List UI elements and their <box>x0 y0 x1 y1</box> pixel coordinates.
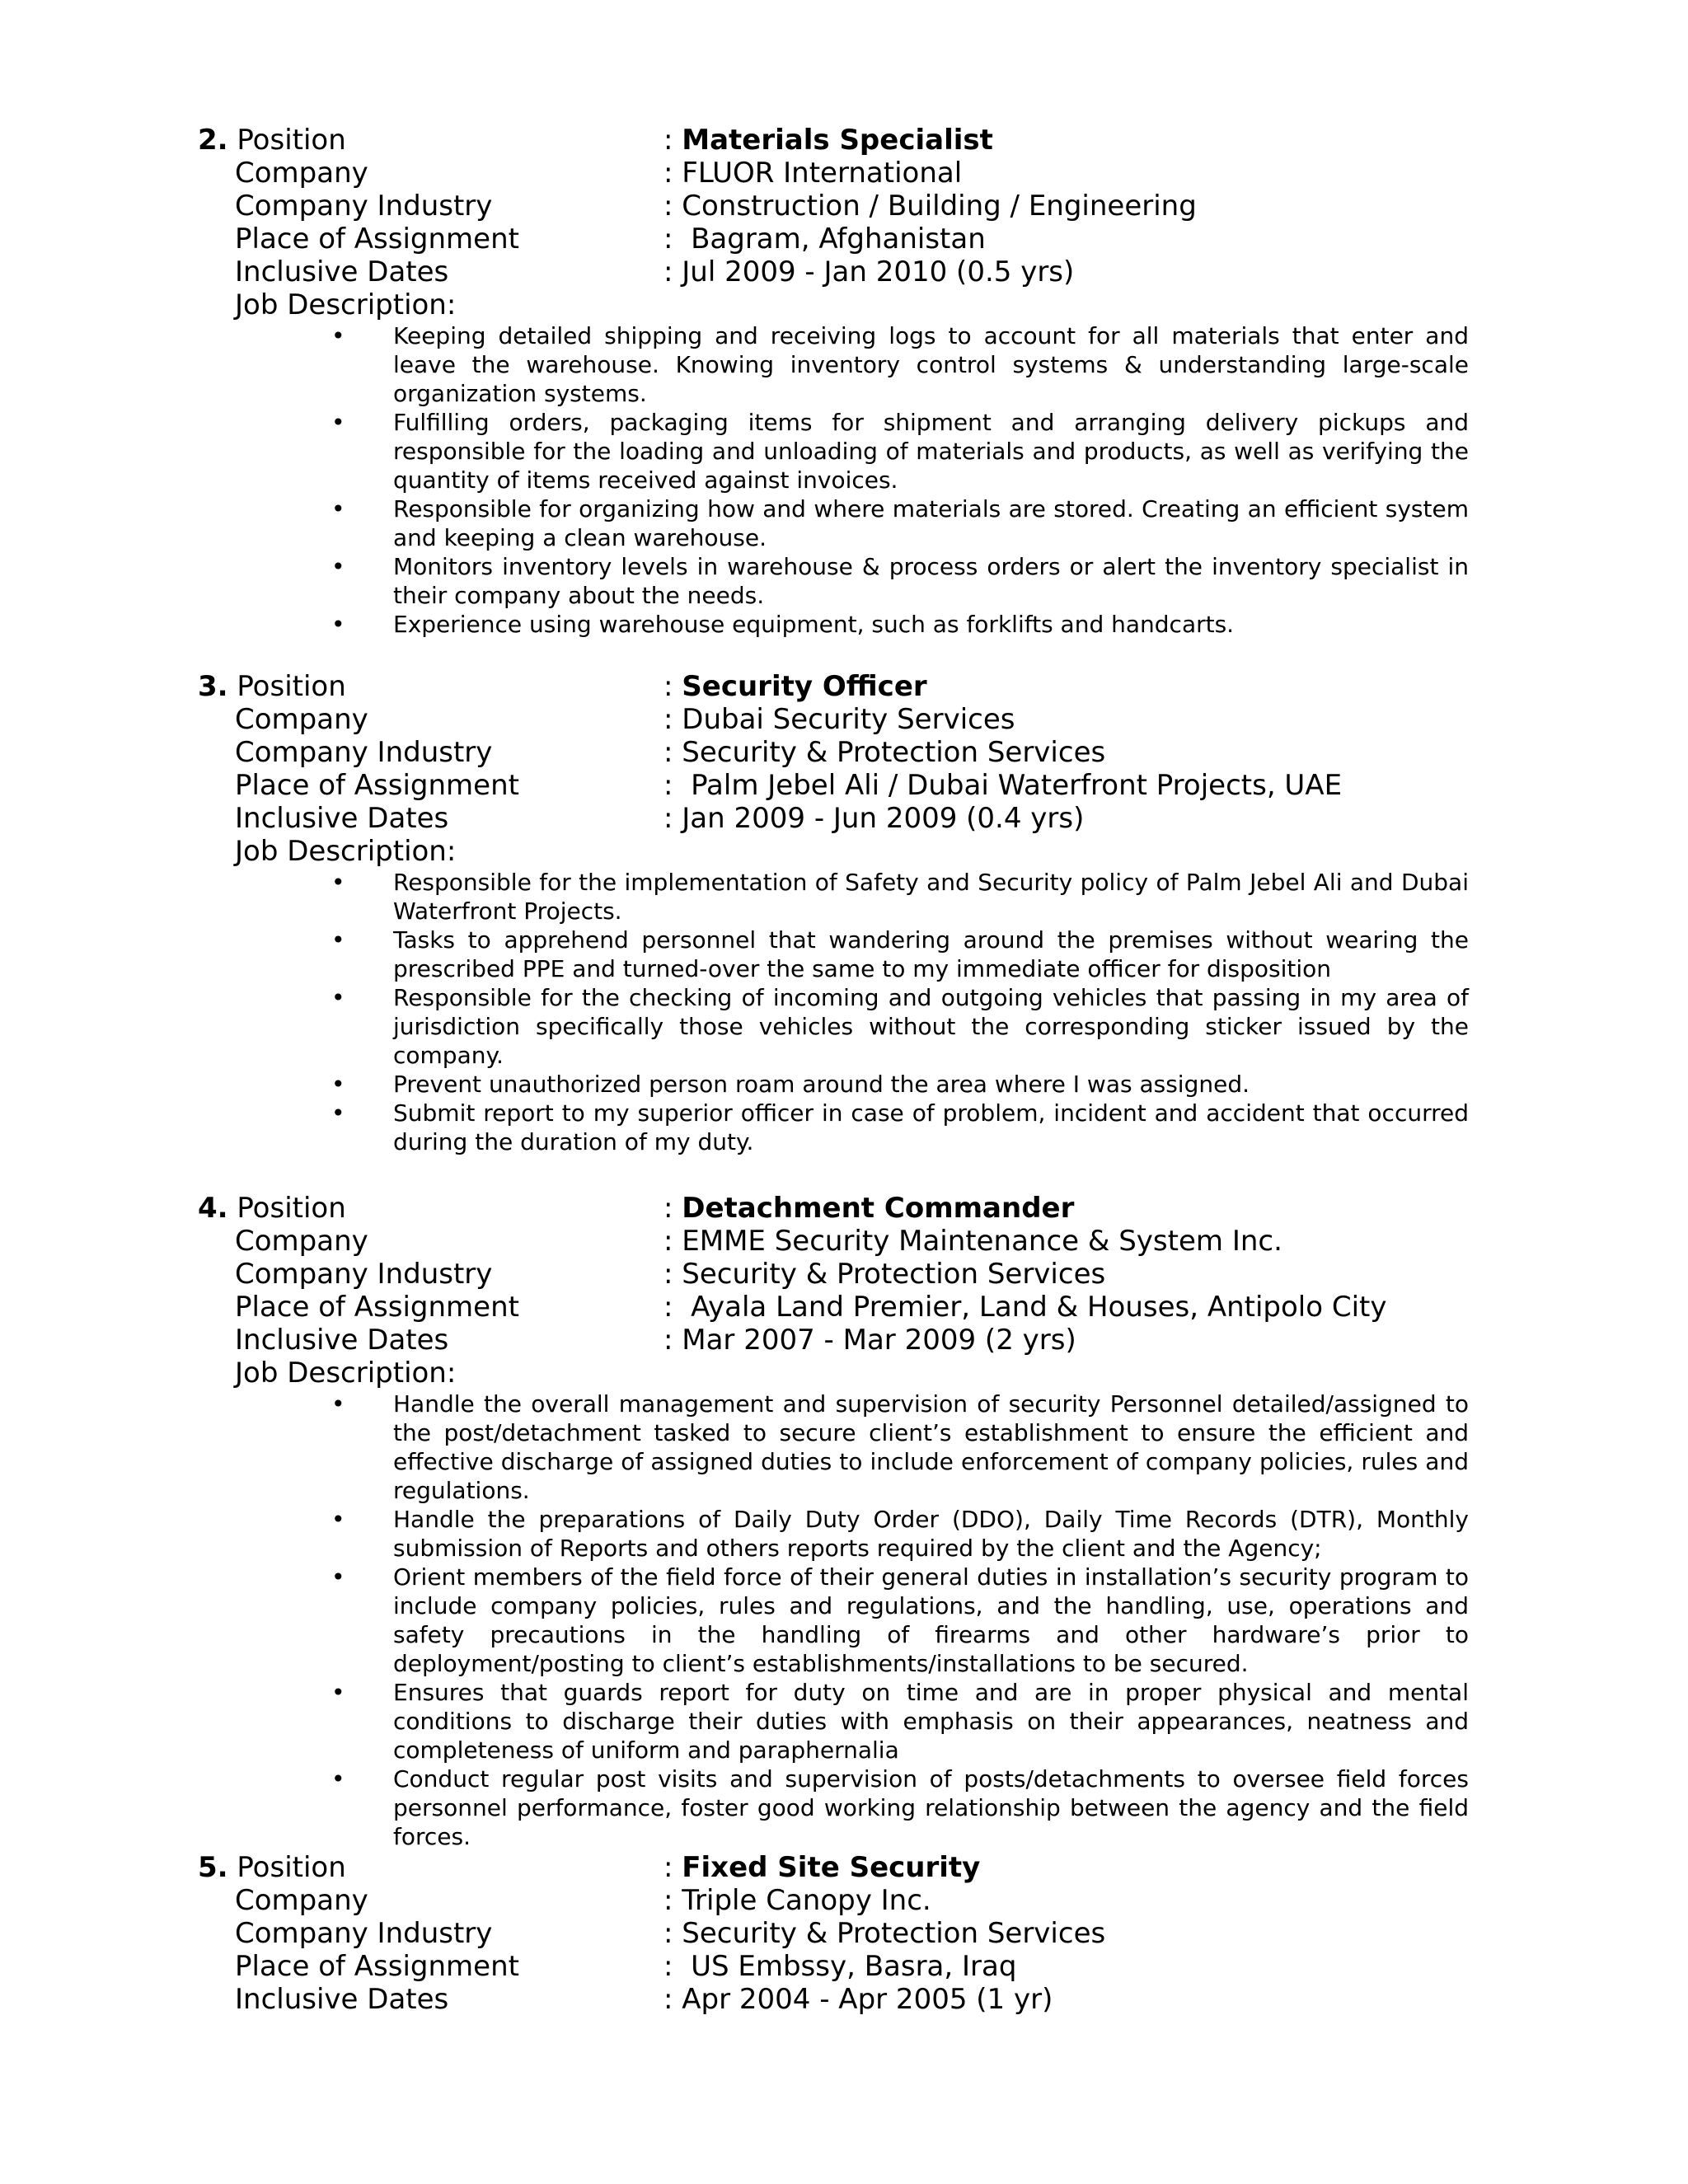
field-label: Place of Assignment <box>235 1291 519 1324</box>
company-row <box>0 1225 1688 1258</box>
field-value: : Bagram, Afghanistan <box>663 223 986 255</box>
field-value: : Security & Protection Services <box>663 736 1106 769</box>
bullet-icon: • <box>331 869 345 896</box>
field-value: : US Embssy, Basra, Iraq <box>663 1950 1017 1983</box>
field-value: : Security & Protection Services <box>663 1917 1106 1950</box>
list-item: • Keeping detailed shipping and receiving logs to account for all materials that enter and leave the warehouse. Knowing inventory control systems & understanding large-scale organization systems. <box>331 322 1469 407</box>
list-item: • Submit report to my superior officer in case of problem, incident and accident that occurred during the duration of my duty. <box>331 1099 1469 1155</box>
company-row <box>0 703 1688 736</box>
assignment-row <box>0 1950 1688 1983</box>
field-label: Inclusive Dates <box>235 1324 449 1357</box>
field-value: : Detachment Commander <box>663 1192 1075 1225</box>
bullet-icon: • <box>331 926 345 954</box>
bullet-icon: • <box>331 1765 345 1793</box>
field-value: : Triple Canopy Inc. <box>663 1884 931 1917</box>
company-row <box>0 157 1688 190</box>
duties-list <box>0 321 1688 639</box>
list-item: • Ensures that guards report for duty on time and are in proper physical and mental conditions to discharge their duties with emphasis on their appearances, neatness and completeness of uniform and paraphernalia <box>331 1679 1469 1764</box>
field-label: Place of Assignment <box>235 769 519 802</box>
industry-row <box>0 736 1688 769</box>
assignment-row <box>0 223 1688 255</box>
field-value: : Dubai Security Services <box>663 703 1015 736</box>
job-number: 3. <box>198 670 228 703</box>
field-value: : EMME Security Maintenance & System Inc. <box>663 1225 1282 1258</box>
list-item: • Conduct regular post visits and supervision of posts/detachments to oversee field forces personnel performance, foster good working relationship between the agency and the field forces. <box>331 1765 1469 1850</box>
field-label: Company <box>235 703 368 736</box>
position-title: Security Officer <box>682 670 927 703</box>
bullet-icon: • <box>331 1679 345 1706</box>
field-label: Place of Assignment <box>235 1950 519 1983</box>
field-label: 2. Position <box>198 124 346 157</box>
job-number: 2. <box>198 124 228 157</box>
list-item: • Responsible for organizing how and where materials are stored. Creating an efficient system and keeping a clean warehouse. <box>331 495 1469 551</box>
field-value: : Mar 2007 - Mar 2009 (2 yrs) <box>663 1324 1076 1357</box>
position-title: Detachment Commander <box>682 1192 1075 1225</box>
field-label: Company Industry <box>235 190 493 223</box>
list-item: • Handle the preparations of Daily Duty Order (DDO), Daily Time Records (DTR), Monthly submission of Reports and others reports required by the client and the Agency; <box>331 1506 1469 1562</box>
field-label: Company Industry <box>235 1258 493 1291</box>
job-number: 5. <box>198 1851 228 1884</box>
bullet-icon: • <box>331 1099 345 1127</box>
list-item: • Handle the overall management and supervision of security Personnel detailed/assigned to the post/detachment tasked to secure client’s establishment to ensure the efficient and effective discharge of assigned duties to include enforcement of company policies, rules and regulations. <box>331 1390 1469 1504</box>
list-item: • Monitors inventory levels in warehouse & process orders or alert the inventory specialist in their company about the needs. <box>331 553 1469 609</box>
bullet-icon: • <box>331 611 345 638</box>
job-description-label: Job Description: <box>235 288 457 321</box>
list-item: • Responsible for the checking of incoming and outgoing vehicles that passing in my area of jurisdiction specifically those vehicles without the corresponding sticker issued by the company. <box>331 984 1469 1069</box>
job-description-label: Job Description: <box>235 1357 457 1390</box>
list-item: • Responsible for the implementation of Safety and Security policy of Palm Jebel Ali and Dubai Waterfront Projects. <box>331 869 1469 925</box>
bullet-icon: • <box>331 1563 345 1591</box>
field-label: Company <box>235 157 368 190</box>
assignment-row <box>0 769 1688 802</box>
bullet-icon: • <box>331 984 345 1011</box>
bullet-icon: • <box>331 1071 345 1098</box>
job-entry <box>0 1851 1688 2016</box>
position-row <box>0 670 1688 703</box>
position-row <box>0 1851 1688 1884</box>
list-item: • Fulfilling orders, packaging items for shipment and arranging delivery pickups and responsible for the loading and unloading of materials and products, as well as verifying the quantity of items received against invoices. <box>331 409 1469 494</box>
job-description-label: Job Description: <box>235 835 457 868</box>
field-value: : Jan 2009 - Jun 2009 (0.4 yrs) <box>663 802 1085 835</box>
list-item: • Experience using warehouse equipment, such as forklifts and handcarts. <box>331 611 1235 638</box>
bullet-icon: • <box>331 1506 345 1533</box>
bullet-icon: • <box>331 322 345 349</box>
bullet-icon: • <box>331 495 345 523</box>
field-label: Company <box>235 1225 368 1258</box>
field-value: : Security Officer <box>663 670 927 703</box>
dates-row <box>0 1324 1688 1357</box>
field-value: : FLUOR International <box>663 157 963 190</box>
bullet-icon: • <box>331 553 345 580</box>
field-label: 4. Position <box>198 1192 346 1225</box>
field-value: : Fixed Site Security <box>663 1851 981 1884</box>
field-label: Company <box>235 1884 368 1917</box>
dates-row <box>0 255 1688 288</box>
duties-list <box>0 1390 1688 1851</box>
dates-row <box>0 1983 1688 2016</box>
field-value: : Security & Protection Services <box>663 1258 1106 1291</box>
position-title: Fixed Site Security <box>682 1851 981 1884</box>
field-value: : Construction / Building / Engineering <box>663 190 1197 223</box>
field-label: 3. Position <box>198 670 346 703</box>
company-row <box>0 1884 1688 1917</box>
dates-row <box>0 802 1688 835</box>
field-value: : Ayala Land Premier, Land & Houses, Antipolo City <box>663 1291 1387 1324</box>
duties-list <box>0 868 1688 1156</box>
job-entry <box>0 124 1688 639</box>
list-item: • Tasks to apprehend personnel that wandering around the premises without wearing the prescribed PPE and turned-over the same to my immediate officer for disposition <box>331 926 1469 982</box>
job-entry <box>0 670 1688 1156</box>
field-label: Place of Assignment <box>235 223 519 255</box>
position-row <box>0 1192 1688 1225</box>
field-value: : Palm Jebel Ali / Dubai Waterfront Projects, UAE <box>663 769 1343 802</box>
industry-row <box>0 1917 1688 1950</box>
field-label: Inclusive Dates <box>235 802 449 835</box>
field-label: Company Industry <box>235 736 493 769</box>
industry-row <box>0 190 1688 223</box>
industry-row <box>0 1258 1688 1291</box>
field-value: : Jul 2009 - Jan 2010 (0.5 yrs) <box>663 255 1075 288</box>
list-item: • Prevent unauthorized person roam around the area where I was assigned. <box>331 1071 1250 1098</box>
field-label: Inclusive Dates <box>235 1983 449 2016</box>
job-number: 4. <box>198 1192 228 1225</box>
field-value: : Apr 2004 - Apr 2005 (1 yr) <box>663 1983 1053 2016</box>
bullet-icon: • <box>331 1390 345 1418</box>
assignment-row <box>0 1291 1688 1324</box>
position-title: Materials Specialist <box>682 124 993 157</box>
position-row <box>0 124 1688 157</box>
list-item: • Orient members of the field force of their general duties in installation’s security program to include company policies, rules and regulations, and the handling, use, operations and safety precautions in the handling of firearms and other hardware’s prior to deployment/posting to client’s establishments/installations to be secured. <box>331 1563 1469 1677</box>
field-value: : Materials Specialist <box>663 124 993 157</box>
field-label: Company Industry <box>235 1917 493 1950</box>
field-label: Inclusive Dates <box>235 255 449 288</box>
bullet-icon: • <box>331 409 345 436</box>
job-entry <box>0 1192 1688 1851</box>
field-label: 5. Position <box>198 1851 346 1884</box>
